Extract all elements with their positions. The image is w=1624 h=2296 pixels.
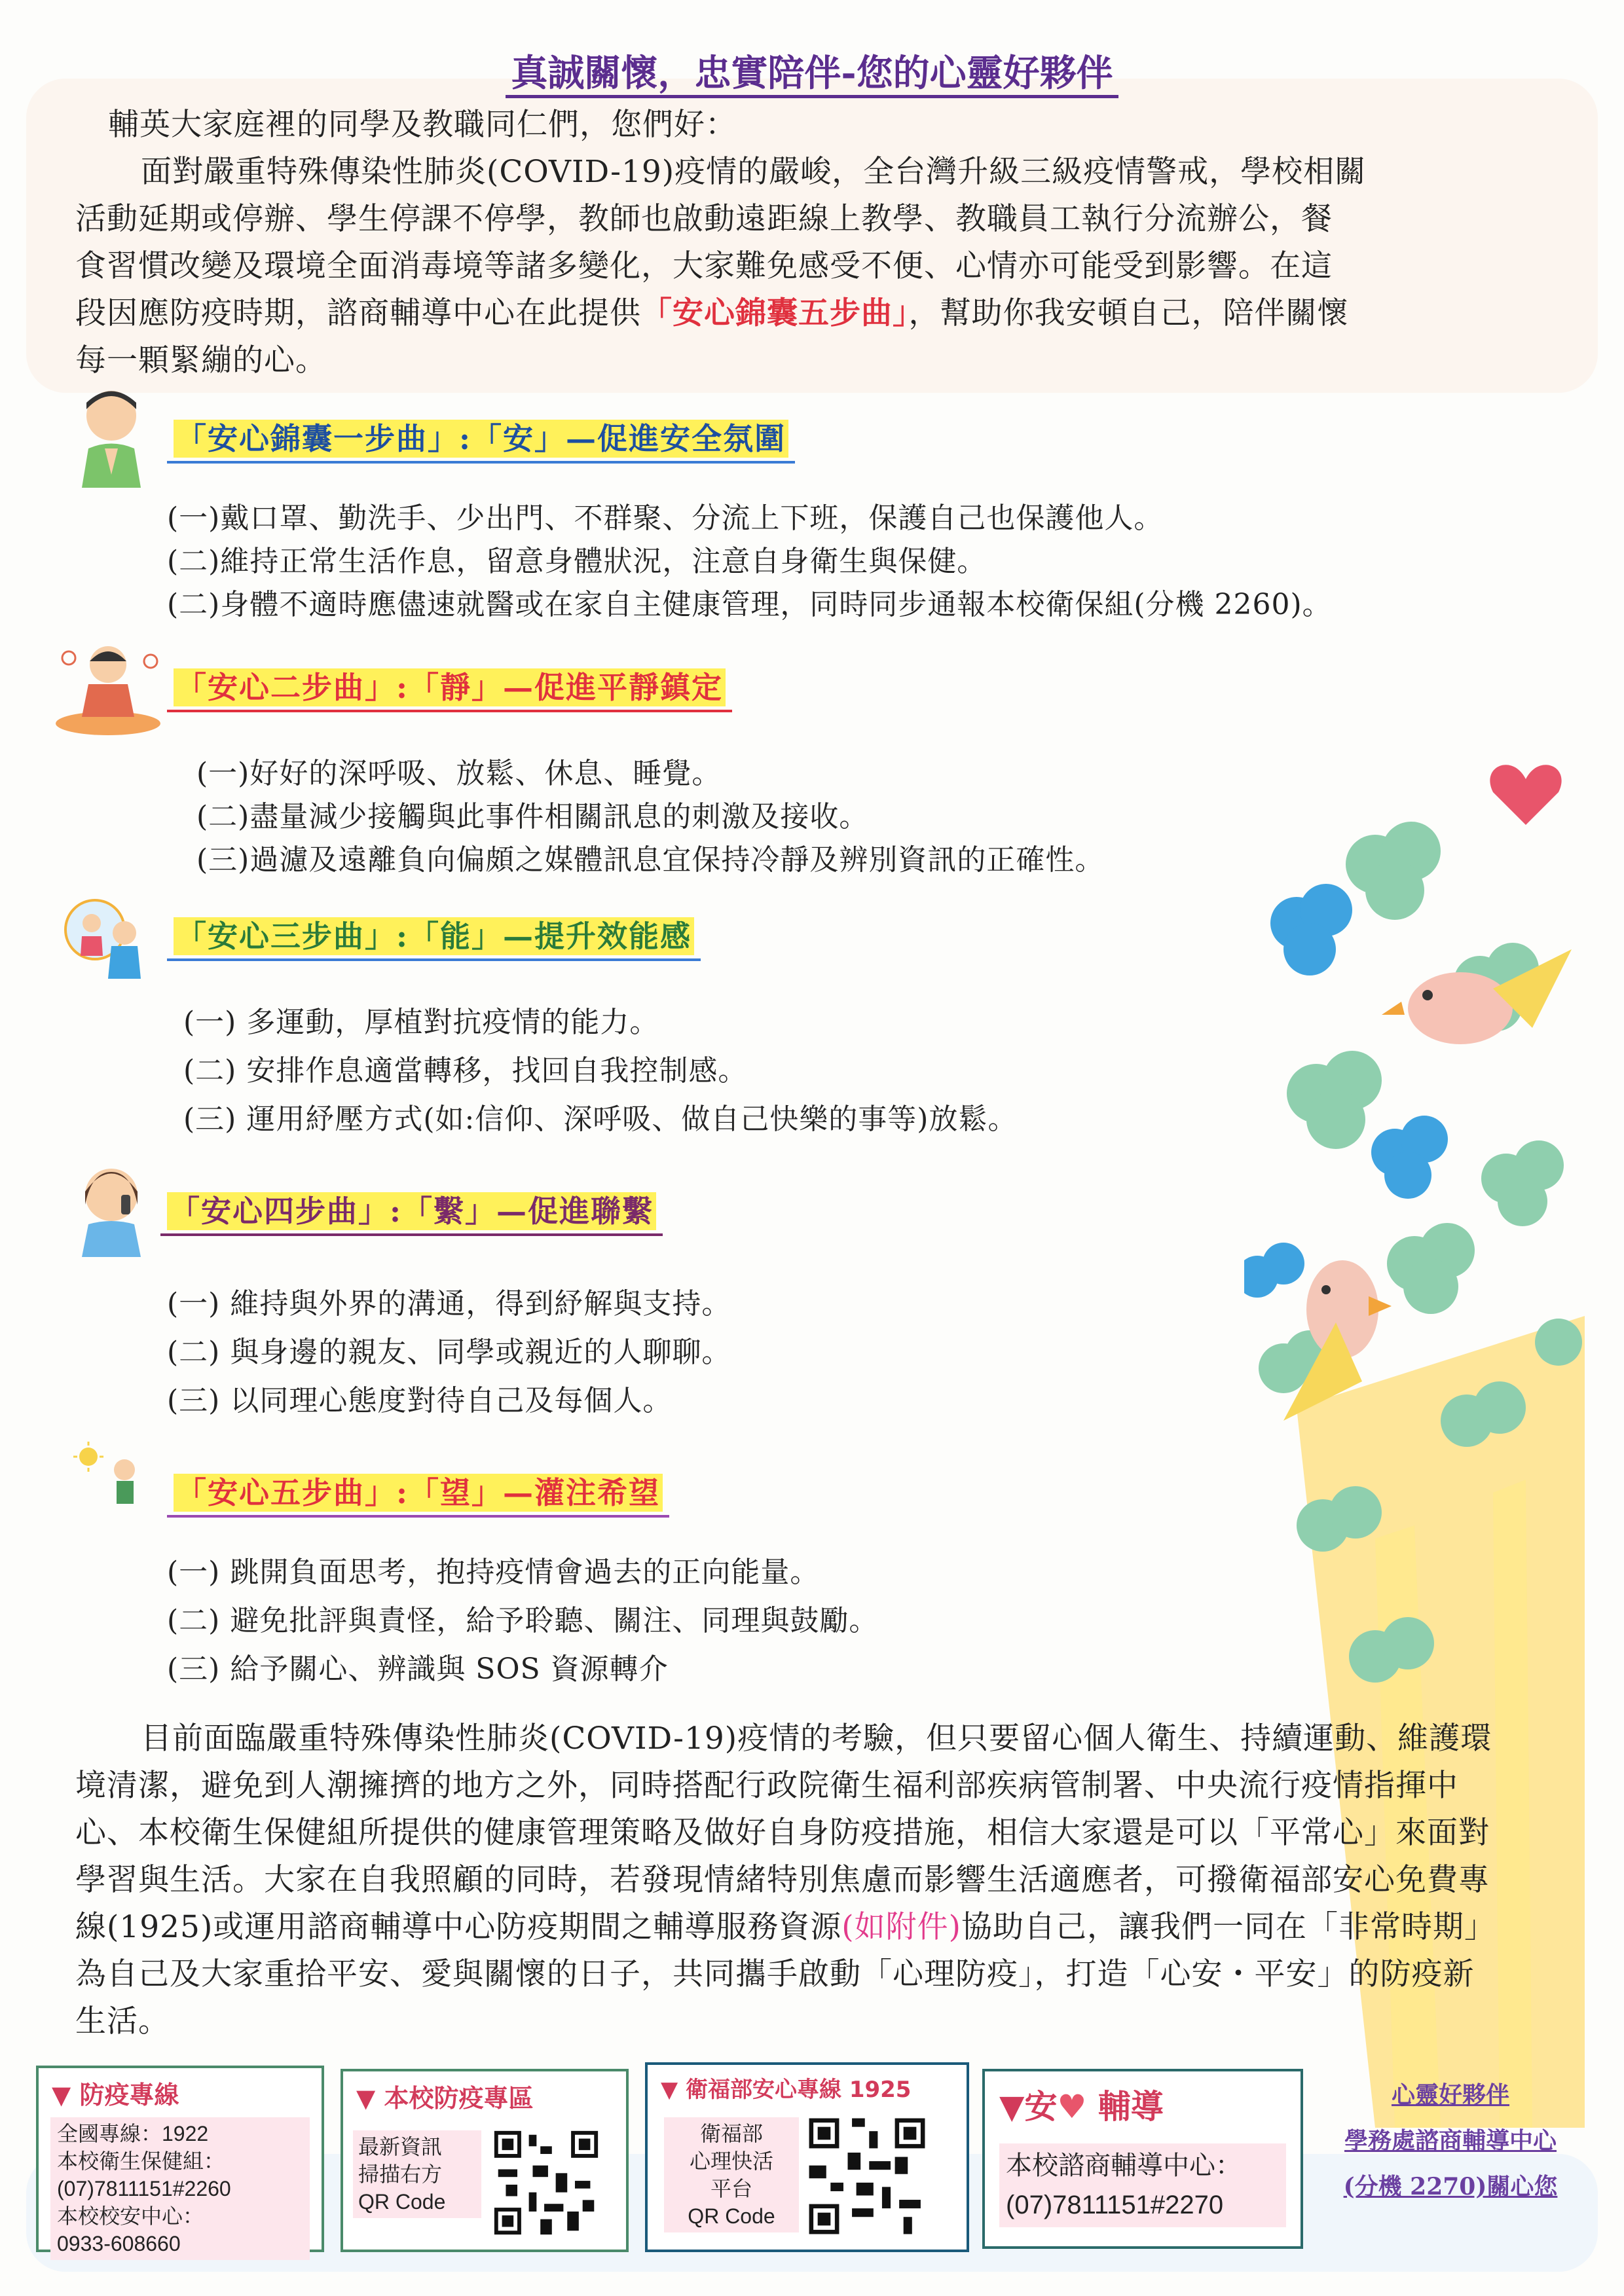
- step-5-item: (二) 避免批評與責怪，給予聆聽、關注、同理與鼓勵。: [167, 1604, 879, 1637]
- meditating-person-icon: [52, 638, 164, 737]
- intro-line: 段因應防疫時期，諮商輔導中心在此提供「安心錦囊五步曲」，幫助你我安頓自己，陪伴關懷: [75, 295, 1349, 331]
- school-zone-line: 掃描右方: [358, 2162, 443, 2186]
- mohw-title: ▼ 衛福部安心專線 1925: [661, 2077, 912, 2103]
- closing-line: 心、本校衛生保健組所提供的健康管理策略及做好自身防疫措施，相信大家還是可以「平常心」來面對: [75, 1815, 1490, 1851]
- hotline-line: 0933-608660: [57, 2232, 181, 2255]
- page-title: 真誠關懷，忠實陪伴-您的心靈好夥伴: [0, 45, 1624, 97]
- school-zone-qr-code[interactable]: [490, 2127, 602, 2238]
- sunshine-child-icon: [72, 1440, 151, 1512]
- school-zone-line: 最新資訊: [358, 2135, 443, 2159]
- step-2-item: (一)好好的深呼吸、放鬆、休息、睡覺。: [196, 757, 722, 790]
- step-3-item: (二) 安排作息適當轉移，找回自我控制感。: [183, 1054, 748, 1087]
- mohw-qr-code[interactable]: [805, 2114, 929, 2238]
- signature: [1320, 2072, 1581, 2210]
- attachment-note: (如附件): [841, 1909, 961, 1945]
- step-1-item: (一)戴口罩、勤洗手、少出門、不群聚、分流上下班，保護自己也保護他人。: [167, 501, 1164, 535]
- hotline-line: 本校衛生保健組：: [57, 2149, 225, 2173]
- signature-line: (分機 2270)關心您: [1343, 2173, 1558, 2200]
- step-4-item: (二) 與身邊的親友、同學或親近的人聊聊。: [167, 1336, 731, 1369]
- counseling-line: (07)7811151#2270: [1006, 2191, 1224, 2219]
- counseling-line: 本校諮商輔導中心：: [1006, 2151, 1242, 2180]
- step-3-item: (三) 運用紓壓方式(如:信仰、深呼吸、做自己快樂的事等)放鬆。: [183, 1102, 1018, 1136]
- mohw-details: [664, 2117, 799, 2232]
- intro-line: 食習慣改變及環境全面消毒境等諸多變化，大家難免感受不便、心情亦可能受到影響。在這: [75, 248, 1333, 284]
- school-zone-details: [353, 2130, 481, 2218]
- mohw-line: 平台: [710, 2177, 752, 2200]
- intro-line: 活動延期或停辦、學生停課不停學，教師也啟動遠距線上教學、教職員工執行分流辦公，餐: [75, 201, 1333, 237]
- heart-icon: ♥: [1057, 2088, 1087, 2126]
- step-5-item: (三) 給予關心、辨識與 SOS 資源轉介: [167, 1652, 669, 1686]
- step-3-heading: 「安心三步曲」:「能」—提升效能感: [167, 910, 701, 961]
- counseling-box: [982, 2069, 1303, 2249]
- phone-call-person-icon: [69, 1159, 154, 1257]
- step-3-item: (一) 多運動，厚植對抗疫情的能力。: [183, 1006, 659, 1039]
- step-5-heading: 「安心五步曲」:「望」—灌注希望: [167, 1467, 669, 1518]
- closing-line: 目前面臨嚴重特殊傳染性肺炎(COVID-19)疫情的考驗，但只要留心個人衛生、持續運動、維護環: [141, 1721, 1492, 1757]
- step-4-heading: 「安心四步曲」:「繫」—促進聯繫: [160, 1185, 663, 1236]
- hotline-line: (07)7811151#2260: [57, 2177, 231, 2200]
- step-2-item: (三)過濾及遠離負向偏頗之媒體訊息宜保持冷靜及辨別資訊的正確性。: [196, 843, 1105, 877]
- school-zone-box: [341, 2069, 629, 2252]
- praying-person-icon: [69, 383, 154, 488]
- signature-line: 學務處諮商輔導中心: [1344, 2127, 1557, 2155]
- hotline-title: ▼ 防疫專線: [52, 2081, 179, 2109]
- step-1-heading: 「安心錦囊一步曲」:「安」—促進安全氛圍: [167, 412, 795, 464]
- step-4-item: (一) 維持與外界的溝通，得到紓解與支持。: [167, 1287, 731, 1321]
- signature-line: 心靈好夥伴: [1391, 2081, 1509, 2109]
- mohw-line: 心理快活: [689, 2149, 773, 2173]
- mohw-box: [645, 2062, 969, 2252]
- school-zone-line: QR Code: [358, 2190, 446, 2214]
- closing-line: 學習與生活。大家在自我照顧的同時，若發現情緒特別焦慮而影響生活適應者，可撥衛福部安心免費專: [75, 1862, 1490, 1898]
- intro-line: 每一顆緊繃的心。: [75, 342, 327, 378]
- two-people-icon: [62, 890, 160, 982]
- closing-line: 境清潔，避免到人潮擁擠的地方之外，同時搭配行政院衛生福利部疾病管制署、中央流行疫情指揮中: [75, 1768, 1458, 1804]
- step-1-item: (二)身體不適時應儘速就醫或在家自主健康管理，同時同步通報本校衛保組(分機 2260)。: [167, 588, 1332, 621]
- step-4-item: (三) 以同理心態度對待自己及每個人。: [167, 1384, 673, 1417]
- closing-paragraph: [75, 1715, 1581, 2045]
- hotline-line: 本校校安中心：: [57, 2204, 204, 2228]
- closing-line: 線(1925)或運用諮商輔導中心防疫期間之輔導服務資源(如附件)協助自己，讓我們一同在「非常時期」: [75, 1909, 1496, 1945]
- hotline-details: [50, 2117, 310, 2260]
- hotline-line: 全國專線：1922: [57, 2122, 209, 2145]
- five-steps-highlight: 「安心錦囊五步曲」: [641, 295, 909, 331]
- intro-line: 面對嚴重特殊傳染性肺炎(COVID-19)疫情的嚴峻，全台灣升級三級疫情警戒，學校相關: [141, 154, 1367, 190]
- greeting: 輔英大家庭裡的同學及教職同仁們，您們好：: [108, 107, 737, 143]
- closing-line: 為自己及大家重拾平安、愛與關懷的日子，共同攜手啟動「心理防疫」，打造「心安・平安」的防疫新: [75, 1956, 1475, 1992]
- intro-paragraph: [75, 149, 1568, 384]
- counseling-title: ▼安♥ 輔導: [999, 2088, 1164, 2126]
- mohw-line: QR Code: [688, 2204, 775, 2228]
- hotline-box: [36, 2066, 324, 2255]
- mohw-line: 衛福部: [699, 2122, 763, 2145]
- counseling-details: [999, 2143, 1286, 2227]
- step-2-item: (二)盡量減少接觸與此事件相關訊息的刺激及接收。: [196, 800, 869, 833]
- closing-line: 生活。: [75, 2003, 170, 2039]
- step-5-item: (一) 跳開負面思考，抱持疫情會過去的正向能量。: [167, 1556, 820, 1589]
- step-2-heading: 「安心二步曲」:「靜」—促進平靜鎮定: [167, 661, 732, 712]
- school-zone-title: ▼ 本校防疫專區: [356, 2084, 534, 2113]
- step-1-item: (二)維持正常生活作息，留意身體狀況，注意自身衛生與保健。: [167, 545, 987, 578]
